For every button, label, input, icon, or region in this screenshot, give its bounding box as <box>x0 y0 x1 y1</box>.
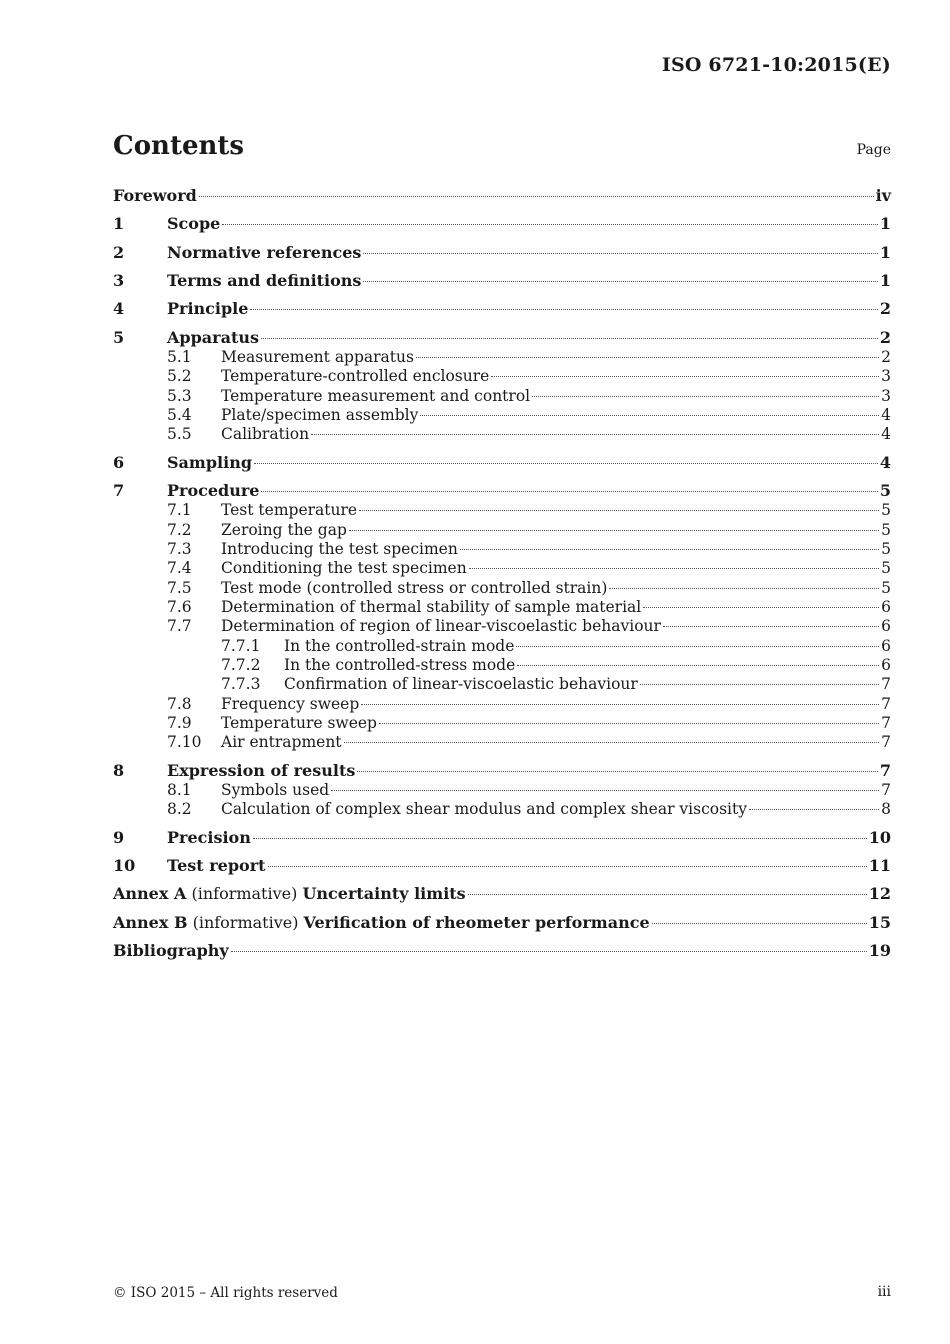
leader-dots <box>311 434 879 435</box>
leader-dots <box>532 396 879 397</box>
leader-dots <box>416 357 879 358</box>
leader-dots <box>331 790 879 791</box>
toc-entry-7-6[interactable] <box>167 597 891 617</box>
toc-entry-number: 7.3 <box>167 540 192 558</box>
toc-entry-page: 7 <box>879 761 891 780</box>
toc-entry-5[interactable] <box>113 328 891 348</box>
toc-entry-title: Sampling <box>167 453 253 472</box>
toc-entry-page: 7 <box>881 714 891 732</box>
annex-type: (informative) <box>187 913 304 932</box>
toc-entry-7-9[interactable] <box>167 713 891 733</box>
toc-entry-7-8[interactable] <box>167 694 891 714</box>
toc-entry-title <box>113 913 650 933</box>
toc-entry-page: 11 <box>868 856 891 875</box>
toc-entry-page: 1 <box>879 214 891 233</box>
toc-entry-title: Expression of results <box>167 761 356 780</box>
toc-entry-title: Foreword <box>113 186 197 205</box>
leader-dots <box>344 742 880 743</box>
leader-dots <box>663 626 879 627</box>
toc-entry-page: 6 <box>881 637 891 655</box>
toc-entry-number: 7.6 <box>167 598 192 616</box>
toc-entry-5-5[interactable] <box>167 424 891 444</box>
toc-entry-page: 1 <box>879 271 891 290</box>
toc-entry-annex-a[interactable] <box>113 884 891 904</box>
toc-entry-number: 2 <box>113 243 125 262</box>
toc-entry-number: 7.9 <box>167 714 192 732</box>
toc-entry-page: 3 <box>881 387 891 405</box>
toc-entry-7-7-2[interactable] <box>221 655 891 675</box>
toc-entry-title: Confirmation of linear-viscoelastic behaviour <box>284 675 638 693</box>
toc-entry-number: 7.5 <box>167 579 192 597</box>
leader-dots <box>359 510 879 511</box>
toc-entry-number: 7.4 <box>167 559 192 577</box>
toc-entry-title: Determination of thermal stability of sample material <box>221 598 642 616</box>
toc-entry-page: 4 <box>881 406 891 424</box>
toc-entry-title: Introducing the test specimen <box>221 540 458 558</box>
annex-type: (informative) <box>186 884 303 903</box>
toc-entry-page: 4 <box>879 453 891 472</box>
toc-entry-title: Procedure <box>167 481 260 500</box>
leader-dots <box>420 415 879 416</box>
leader-dots <box>231 951 867 952</box>
toc-entry-page: 15 <box>868 913 891 932</box>
toc-entry-page: 10 <box>868 828 891 847</box>
toc-entry-title: Calibration <box>221 425 310 443</box>
leader-dots <box>357 771 878 772</box>
leader-dots <box>460 549 879 550</box>
footer-copyright: © ISO 2015 – All rights reserved <box>113 1285 338 1301</box>
toc-entry-page: 6 <box>881 598 891 616</box>
toc-entry-7-4[interactable] <box>167 558 891 578</box>
toc-entry-title: In the controlled-stress mode <box>284 656 516 674</box>
toc-entry-title: Temperature-controlled enclosure <box>221 367 490 385</box>
toc-entry-title: Symbols used <box>221 781 330 799</box>
leader-dots <box>652 923 867 924</box>
toc-entry-page: 7 <box>881 781 891 799</box>
toc-entry-5-1[interactable] <box>167 347 891 367</box>
toc-entry-page: 2 <box>881 348 891 366</box>
toc-entry-number: 3 <box>113 271 125 290</box>
contents-title: Contents <box>113 131 245 161</box>
toc-entry-7-5[interactable] <box>167 578 891 598</box>
toc-entry-7[interactable] <box>113 481 891 501</box>
toc-entry-8[interactable] <box>113 761 891 781</box>
toc-entry-title: Apparatus <box>167 328 259 347</box>
toc-entry-page: 7 <box>881 675 891 693</box>
toc-entry-foreword[interactable] <box>113 186 891 206</box>
toc-entry-title: Principle <box>167 299 249 318</box>
toc-entry-page: 2 <box>879 299 891 318</box>
toc-entry-number: 7.1 <box>167 501 192 519</box>
toc-entry-7-7-1[interactable] <box>221 636 891 656</box>
leader-dots <box>261 338 878 339</box>
toc-entry-5-3[interactable] <box>167 386 891 406</box>
toc-entry-8-1[interactable] <box>167 780 891 800</box>
leader-dots <box>469 568 879 569</box>
leader-dots <box>268 866 867 867</box>
toc-entry-title: Terms and definitions <box>167 271 362 290</box>
leader-dots <box>516 646 879 647</box>
toc-entry-5-4[interactable] <box>167 405 891 425</box>
toc-entry-number: 7.7.2 <box>221 656 261 674</box>
toc-entry-page: 5 <box>881 579 891 597</box>
toc-entry-annex-b[interactable] <box>113 913 891 933</box>
toc-entry-7-2[interactable] <box>167 520 891 540</box>
leader-dots <box>361 704 879 705</box>
page-column-label: Page <box>856 142 891 158</box>
leader-dots <box>363 253 877 254</box>
leader-dots <box>250 309 877 310</box>
toc-entry-title: Determination of region of linear-viscoelastic behaviour <box>221 617 661 635</box>
toc-entry-number: 7.2 <box>167 521 192 539</box>
toc-entry-number: 7.8 <box>167 695 192 713</box>
toc-entry-7-1[interactable] <box>167 500 891 520</box>
toc-entry-page: 7 <box>881 733 891 751</box>
toc-entry-title: Frequency sweep <box>221 695 360 713</box>
leader-dots <box>379 723 879 724</box>
toc-entry-number: 4 <box>113 299 125 318</box>
toc-entry-number: 9 <box>113 828 125 847</box>
leader-dots <box>199 196 874 197</box>
toc-entry-2[interactable] <box>113 243 891 263</box>
toc-entry-page: 8 <box>881 800 891 818</box>
toc-entry-7-7-3[interactable] <box>221 674 891 694</box>
toc-entry-page: 2 <box>879 328 891 347</box>
toc-entry-number: 6 <box>113 453 125 472</box>
toc-entry-page: 12 <box>868 884 891 903</box>
toc-entry-number: 5.2 <box>167 367 192 385</box>
toc-entry-title: Test temperature <box>221 501 358 519</box>
toc-entry-number: 10 <box>113 856 136 875</box>
toc-entry-4[interactable] <box>113 299 891 319</box>
toc-entry-1[interactable] <box>113 214 891 234</box>
annex-title: Verification of rheometer performance <box>303 913 650 932</box>
toc-entry-number: 8.2 <box>167 800 192 818</box>
toc-entry-number: 5.3 <box>167 387 192 405</box>
document-id: ISO 6721-10:2015(E) <box>661 54 891 76</box>
toc-entry-7-10[interactable] <box>167 732 891 752</box>
leader-dots <box>643 607 879 608</box>
leader-dots <box>261 491 877 492</box>
leader-dots <box>491 376 879 377</box>
toc-entry-number: 5.5 <box>167 425 192 443</box>
toc-entry-page: 6 <box>881 617 891 635</box>
toc-entry-page: 5 <box>881 559 891 577</box>
toc-entry-title: Normative references <box>167 243 362 262</box>
toc-entry-number: 5.4 <box>167 406 192 424</box>
toc-entry-number: 7 <box>113 481 125 500</box>
toc-entry-title: Air entrapment <box>221 733 342 751</box>
leader-dots <box>349 530 879 531</box>
leader-dots <box>517 665 879 666</box>
annex-label: Annex B <box>113 913 188 932</box>
toc-entry-title: Measurement apparatus <box>221 348 414 366</box>
toc-entry-9[interactable] <box>113 828 891 848</box>
toc-entry-page: 5 <box>881 540 891 558</box>
toc-entry-5-2[interactable] <box>167 366 891 386</box>
toc-entry-3[interactable] <box>113 271 891 291</box>
toc-entry-8-2[interactable] <box>167 799 891 819</box>
toc-entry-title: Temperature measurement and control <box>221 387 531 405</box>
toc-entry-title: Conditioning the test specimen <box>221 559 467 577</box>
leader-dots <box>749 809 879 810</box>
toc-entry-number: 1 <box>113 214 125 233</box>
leader-dots <box>254 463 878 464</box>
toc-entry-page: 7 <box>881 695 891 713</box>
toc-entry-number: 5.1 <box>167 348 192 366</box>
toc-entry-page: 3 <box>881 367 891 385</box>
toc-entry-bibliography[interactable] <box>113 941 891 961</box>
toc-entry-page: 6 <box>881 656 891 674</box>
toc-entry-page: 5 <box>881 521 891 539</box>
toc-entry-title: Temperature sweep <box>221 714 377 732</box>
toc-entry-number: 7.10 <box>167 733 202 751</box>
footer-page-number: iii <box>877 1284 891 1300</box>
toc-entry-title: Scope <box>167 214 221 233</box>
toc-entry-page: iv <box>875 186 891 205</box>
toc-entry-title: Plate/specimen assembly <box>221 406 419 424</box>
leader-dots <box>640 684 879 685</box>
toc-entry-page: 5 <box>879 481 891 500</box>
leader-dots <box>253 838 867 839</box>
toc-entry-page: 19 <box>868 941 891 960</box>
toc-entry-10[interactable] <box>113 856 891 876</box>
toc-entry-7-3[interactable] <box>167 539 891 559</box>
toc-entry-number: 7.7.3 <box>221 675 261 693</box>
toc-entry-title: Calculation of complex shear modulus and complex shear viscosity <box>221 800 747 818</box>
toc-entry-number: 8 <box>113 761 125 780</box>
toc-entry-title: Test report <box>167 856 266 875</box>
toc-entry-number: 5 <box>113 328 125 347</box>
toc-entry-title <box>113 884 466 904</box>
toc-entry-page: 1 <box>879 243 891 262</box>
toc-entry-page: 5 <box>881 501 891 519</box>
annex-label: Annex A <box>113 884 187 903</box>
toc-entry-title: Zeroing the gap <box>221 521 347 539</box>
toc-entry-title: Bibliography <box>113 941 229 960</box>
leader-dots <box>222 224 878 225</box>
toc-entry-page: 4 <box>881 425 891 443</box>
toc-entry-title: In the controlled-strain mode <box>284 637 515 655</box>
toc-entry-7-7[interactable] <box>167 616 891 636</box>
leader-dots <box>468 894 867 895</box>
toc-entry-title: Precision <box>167 828 251 847</box>
toc-entry-number: 8.1 <box>167 781 192 799</box>
annex-title: Uncertainty limits <box>302 884 466 903</box>
toc-entry-title: Test mode (controlled stress or controlled strain) <box>221 579 608 597</box>
toc-entry-number: 7.7 <box>167 617 192 635</box>
toc-entry-number: 7.7.1 <box>221 637 261 655</box>
toc-entry-6[interactable] <box>113 453 891 473</box>
leader-dots <box>363 281 877 282</box>
leader-dots <box>609 588 879 589</box>
